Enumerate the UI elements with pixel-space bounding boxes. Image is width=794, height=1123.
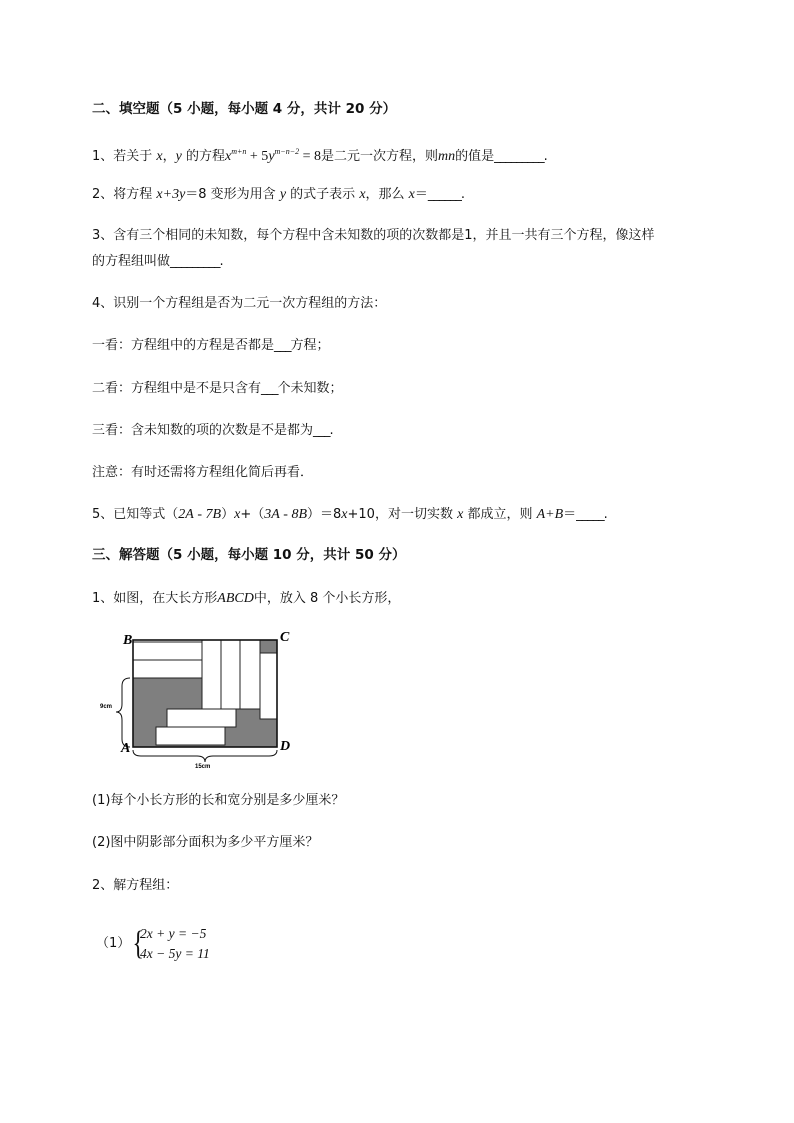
answer-blank[interactable]: _________ [494,149,544,164]
fill-question-4-look-2: 二看：方程组中是不是只含有___个未知数； [92,381,343,396]
solve-question-1: 1、如图，在大长方形ABCD中，放入 8 个小长方形， [92,591,401,606]
equation-1: 2x + y = −5 [140,926,207,941]
answer-blank[interactable]: _________ [170,254,220,269]
label-a: A [121,741,131,756]
system-brace: { [132,925,144,962]
equation-2: 4x − 5y = 11 [140,946,210,961]
small-rect-horizontal-top-2 [133,660,202,678]
fill-question-1: 1、若关于 x，y 的方程$x^{m+n} + 5y^{m-n-2} = 8$是二元一次方程，则mn的值是_________. [92,147,548,164]
shaded-region-top-right [260,640,277,653]
answer-blank[interactable]: ______ [427,187,461,202]
label-height: 9cm [100,704,113,710]
fill-question-5: 5、已知等式（2A - 7B）x+（3A - 8B）＝8x+10，对一切实数 x 都成立，则 A+B＝_____. [92,507,608,522]
small-rect-vertical-3 [240,640,260,709]
answer-blank[interactable]: ___ [261,381,278,396]
fill-question-4-look-3: 三看：含未知数的项的次数是不是都为___. [92,423,334,438]
width-brace [133,750,277,762]
fill-question-3-line-1: 3、含有三个相同的未知数，每个方程中含未知数的项的次数都是1，并且一共有三个方程，像这样 [92,228,655,243]
solve-question-2-sub-1-label: （1） [96,936,131,951]
label-width: 15cm [195,764,211,770]
fill-question-4-note: 注意：有时还需将方程组化简后再看． [92,465,314,480]
section-3-heading: 三、解答题（5 小题，每小题 10 分，共计 50 分） [92,547,406,563]
section-2-heading: 二、填空题（5 小题，每小题 4 分，共计 20 分） [92,101,397,117]
fill-question-4-look-1: 一看：方程组中的方程是否都是___方程； [92,338,330,353]
solve-question-1-sub-1: (1)每个小长方形的长和宽分别是多少厘米？ [92,793,345,808]
solve-question-1-sub-2: (2)图中阴影部分面积为多少平方厘米？ [92,835,319,850]
small-rect-vertical-4 [260,653,277,719]
fill-question-2: 2、将方程 x+3y＝8 变形为用含 y 的式子表示 x，那么 x＝______. [92,187,466,202]
label-b: B [123,633,133,648]
small-rect-vertical-1 [202,640,221,709]
small-rect-vertical-2 [221,640,240,709]
fill-question-4-intro: 4、识别一个方程组是否为二元一次方程组的方法： [92,296,387,311]
answer-blank[interactable]: ___ [313,423,330,438]
solve-question-2-intro: 2、解方程组： [92,878,179,893]
small-rect-horizontal-bottom-2 [156,727,225,745]
small-rect-horizontal-top-1 [133,642,202,660]
label-d: D [280,739,291,754]
fill-question-3-line-2: 的方程组叫做_________. [92,254,224,269]
answer-blank[interactable]: _____ [576,507,604,522]
label-c: C [280,630,290,645]
answer-blank[interactable]: ___ [274,338,291,353]
height-brace [116,678,130,747]
rectangle-figure [100,626,300,771]
small-rect-horizontal-bottom-1 [167,709,236,727]
